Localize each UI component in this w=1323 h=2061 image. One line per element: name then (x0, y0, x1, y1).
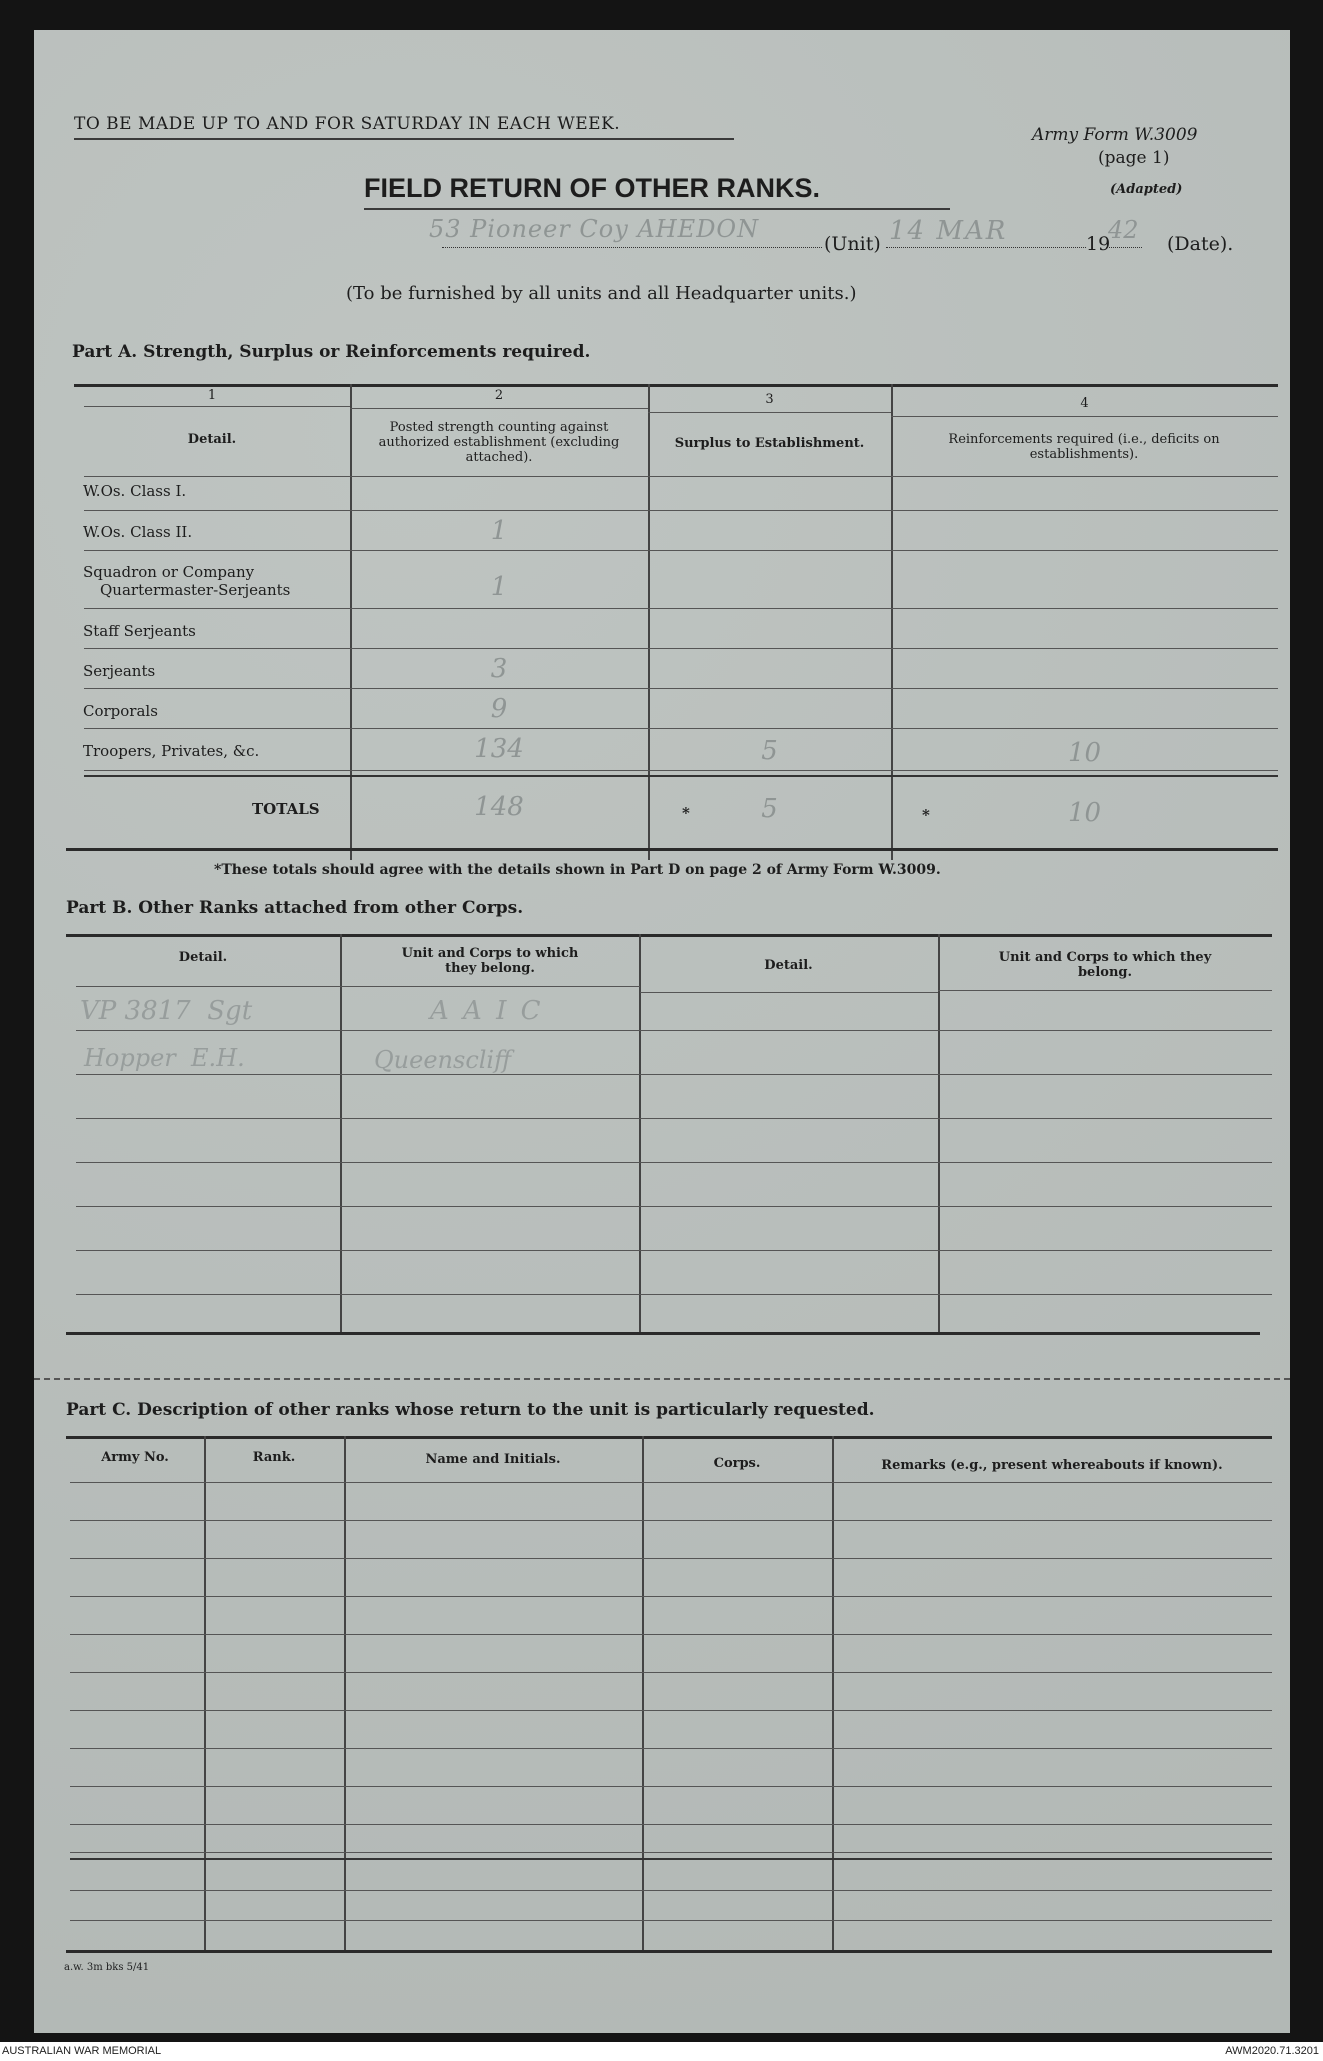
part-b-entry-detail-1: VP 3817 Sgt (80, 996, 253, 1026)
col-header-surplus: Surplus to Establishment. (674, 436, 865, 451)
totals-asterisk-reinf: * (922, 806, 930, 824)
year-dotted-line (1106, 247, 1142, 248)
row-surplus-troopers: 5 (761, 736, 778, 766)
row-posted-troopers: 134 (474, 734, 524, 764)
row-detail-corporals: Corporals (83, 702, 158, 720)
col-number-1: 1 (207, 388, 217, 403)
part-c-row-rule (70, 1596, 1272, 1597)
part-a-footnote: *These totals should agree with the details shown in Part D on page 2 of Army Form W.3009. (214, 862, 941, 878)
footer-left-text: AUSTRALIAN WAR MEMORIAL (2, 2045, 162, 2057)
part-c-header-remarks: Remarks (e.g., present whereabouts if known). (881, 1458, 1223, 1473)
part-c-header-army-no: Army No. (101, 1450, 169, 1465)
totals-double-rule (84, 775, 1278, 777)
part-c-header-rank: Rank. (252, 1450, 296, 1465)
col-header-detail: Detail. (187, 432, 237, 447)
col-number-rule-4 (891, 416, 1278, 417)
part-b-entry-detail-2: Hopper E.H. (84, 1044, 245, 1072)
footer-right-text: AWM2020.71.3201 (1225, 2045, 1319, 2057)
part-b-row-rule (76, 1118, 1272, 1119)
part-b-header-rule-right (938, 990, 1272, 991)
part-c-row-rule (70, 1634, 1272, 1635)
title-underline (364, 208, 950, 210)
part-c-double-rule (70, 1858, 1272, 1860)
row-rule (84, 688, 1278, 689)
part-a-divider-2 (648, 384, 650, 860)
part-b-entry-unit-2: Queenscliff (374, 1046, 512, 1074)
col-number-2: 2 (494, 388, 504, 403)
row-posted-corporals: 9 (490, 694, 508, 724)
part-c-row-rule (70, 1920, 1272, 1921)
part-b-header-rule-left (76, 986, 640, 987)
unit-label: (Unit) (824, 233, 881, 255)
row-posted-cqms: 1 (490, 572, 508, 602)
part-b-entry-unit-1: A A I C (430, 996, 544, 1026)
part-b-divider-2 (639, 934, 641, 1334)
part-c-bottom-rule (66, 1950, 1272, 1953)
row-detail-cqms: Squadron or Company (83, 563, 255, 581)
part-c-header-corps: Corps. (713, 1456, 761, 1471)
col-header-posted: Posted strength counting against authorized establishment (excluding attached). (378, 420, 620, 465)
part-c-divider-1 (204, 1436, 206, 1952)
totals-reinf: 10 (1067, 798, 1102, 828)
part-c-top-rule (66, 1436, 1272, 1439)
row-rule (84, 728, 1278, 729)
row-posted-wo2: 1 (490, 516, 508, 546)
part-c-row-rule (70, 1672, 1272, 1673)
part-c-divider-4 (832, 1436, 834, 1952)
part-c-row-rule (70, 1824, 1272, 1825)
part-a-divider-3 (891, 384, 893, 860)
part-b-row-rule (76, 1206, 1272, 1207)
col-number-3: 3 (765, 392, 774, 407)
instruction-text: TO BE MADE UP TO AND FOR SATURDAY IN EACH WEEK. (74, 114, 621, 134)
part-b-top-rule (66, 934, 1272, 937)
date-dotted-line (886, 247, 1086, 248)
part-b-row-rule (76, 1162, 1272, 1163)
row-rule (84, 608, 1278, 609)
part-b-bottom-rule (66, 1332, 1260, 1335)
row-rule (84, 550, 1278, 551)
part-b-row-rule (76, 1294, 1272, 1295)
part-c-title: Part C. Description of other ranks whose return to the unit is particularly requested. (66, 1400, 875, 1420)
furnish-note: (To be furnished by all units and all Headquarter units.) (346, 283, 857, 304)
part-c-row-rule (70, 1710, 1272, 1711)
archive-footer (0, 2042, 1323, 2061)
part-b-header-unit-right: Unit and Corps to which they belong. (998, 950, 1212, 980)
part-b-header-unit-left: Unit and Corps to which they belong. (401, 946, 579, 976)
perforation-line (34, 1378, 1290, 1380)
form-sheet (34, 30, 1290, 2033)
row-detail-serjeants: Serjeants (83, 662, 156, 680)
totals-posted: 148 (474, 792, 524, 822)
part-c-row-rule (70, 1558, 1272, 1559)
part-c-row-rule (70, 1852, 1272, 1853)
date-value: 14 MAR (889, 216, 1008, 246)
row-detail-staff-sjt: Staff Serjeants (83, 622, 196, 640)
year-prefix: 19 (1086, 233, 1111, 255)
part-b-title: Part B. Other Ranks attached from other Corps. (66, 898, 524, 918)
page-title: FIELD RETURN OF OTHER RANKS. (364, 173, 820, 203)
col-number-4: 4 (1080, 396, 1089, 411)
part-a-top-rule (74, 384, 1278, 387)
part-b-row-rule (76, 1030, 1272, 1031)
col-number-rule-2 (350, 408, 648, 409)
print-code: a.w. 3m bks 5/41 (64, 1962, 150, 1973)
unit-dotted-line (442, 247, 822, 248)
part-c-row-rule (70, 1520, 1272, 1521)
row-detail-wo1: W.Os. Class I. (83, 482, 187, 500)
part-c-row-rule (70, 1786, 1272, 1787)
col-number-rule-3 (648, 412, 891, 413)
row-rule (84, 510, 1278, 511)
part-c-row-rule (70, 1890, 1272, 1891)
totals-surplus: 5 (761, 794, 778, 824)
part-c-header-rule (70, 1482, 1272, 1483)
row-posted-serjeants: 3 (490, 654, 508, 684)
part-c-divider-2 (344, 1436, 346, 1952)
part-b-row-rule (76, 1074, 1272, 1075)
part-b-header-detail-left: Detail. (178, 950, 228, 965)
row-detail-troopers: Troopers, Privates, &c. (83, 742, 260, 760)
year-value: 42 (1108, 216, 1139, 244)
part-c-row-rule (70, 1748, 1272, 1749)
row-rule (84, 648, 1278, 649)
totals-label: TOTALS (252, 800, 320, 818)
part-a-bottom-rule (66, 848, 1278, 851)
instruction-underline (74, 138, 734, 140)
unit-value: 53 Pioneer Coy AHEDON (429, 215, 760, 243)
form-adapted: (Adapted) (1110, 182, 1183, 197)
totals-asterisk-surplus: * (682, 804, 690, 822)
part-b-row-rule (76, 1250, 1272, 1251)
part-c-header-name: Name and Initials. (425, 1452, 561, 1467)
part-b-divider-1 (340, 934, 342, 1334)
part-a-title: Part A. Strength, Surplus or Reinforcements required. (72, 342, 591, 362)
part-c-divider-3 (642, 1436, 644, 1952)
form-id: Army Form W.3009 (1032, 125, 1198, 145)
row-rule (84, 770, 1278, 771)
form-page: (page 1) (1098, 148, 1170, 168)
row-detail-wo2: W.Os. Class II. (83, 523, 193, 541)
part-b-header-rule-mid (640, 992, 938, 993)
date-label: (Date). (1167, 233, 1234, 255)
row-detail-cqms-line2: Quartermaster-Serjeants (100, 581, 291, 599)
part-a-divider-1 (350, 384, 352, 860)
part-a-header-rule (84, 476, 1278, 477)
part-b-header-detail-right: Detail. (764, 958, 813, 973)
col-header-reinforcements: Reinforcements required (i.e., deficits on establishments). (948, 432, 1220, 462)
part-b-divider-3 (938, 934, 940, 1334)
col-number-rule-1 (84, 406, 350, 407)
row-reinf-troopers: 10 (1067, 738, 1102, 768)
